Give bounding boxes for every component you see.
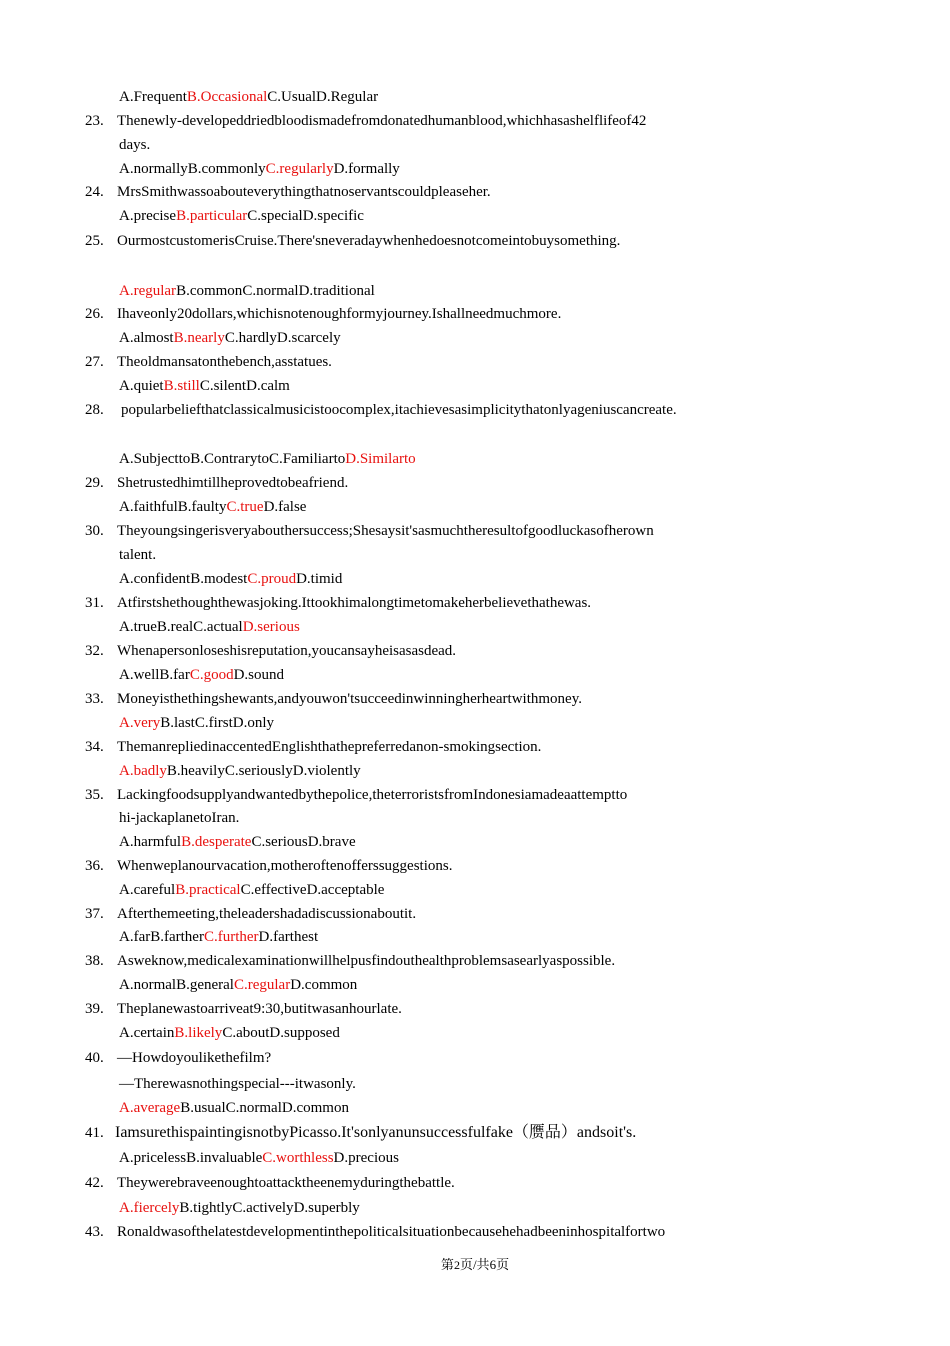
option-d: D.scarcely bbox=[276, 330, 341, 346]
option-c: C.normal bbox=[242, 283, 299, 299]
option-d: D.only bbox=[232, 715, 275, 731]
question-stem: Theplanewastoarriveat9:30,butitwasanhourlate. bbox=[117, 1001, 402, 1017]
question-number: 24. bbox=[85, 184, 104, 200]
option-a: A.quiet bbox=[119, 378, 164, 394]
option-b: B.faulty bbox=[177, 499, 227, 515]
option-d: D.formally bbox=[333, 161, 400, 177]
option-d: D.supposed bbox=[269, 1025, 340, 1041]
question-stem: —Howdoyoulikethefilm? bbox=[117, 1050, 272, 1066]
question-number: 40. bbox=[85, 1050, 104, 1066]
question-number: 23. bbox=[85, 113, 104, 129]
option-c: C.Usual bbox=[267, 89, 317, 105]
question-number: 30. bbox=[85, 523, 104, 539]
option-d: D.sound bbox=[233, 667, 285, 683]
option-b-correct: B.practical bbox=[175, 882, 241, 898]
options-group bbox=[119, 497, 306, 517]
question-stem: Ihaveonly20dollars,whichisnotenoughformyjourney.Ishallneedmuchmore. bbox=[117, 306, 562, 322]
option-d-correct: D.Similarto bbox=[345, 451, 416, 467]
option-d: D.false bbox=[263, 499, 307, 515]
options-group bbox=[119, 927, 318, 947]
option-a: A.certain bbox=[119, 1025, 175, 1041]
option-d: D.farthest bbox=[258, 929, 319, 945]
question-stem: Asweknow,medicalexaminationwillhelpusfindouthealthproblemsasearlyaspossible. bbox=[117, 953, 616, 969]
option-c: C.silent bbox=[199, 378, 247, 394]
question-stem: Whenapersonloseshisreputation,youcansayheisasasdead. bbox=[117, 643, 457, 659]
option-b-correct: B.desperate bbox=[181, 834, 252, 850]
option-c: C.Familiarto bbox=[269, 451, 346, 467]
question-stem: Whenweplanourvacation,motheroftenofferssuggestions. bbox=[117, 858, 453, 874]
question-number: 41. bbox=[85, 1125, 104, 1141]
options-group bbox=[119, 761, 361, 781]
options-group bbox=[119, 376, 290, 396]
footer-page-number: 2 bbox=[453, 1258, 460, 1272]
option-a: A.priceless bbox=[119, 1150, 187, 1166]
option-c: C.actively bbox=[232, 1200, 294, 1216]
options-group bbox=[119, 569, 342, 589]
question-stem-continuation: days. bbox=[119, 137, 151, 153]
option-a: A.true bbox=[119, 619, 157, 635]
options-group bbox=[119, 159, 400, 179]
question-stem: Theywerebraveenoughtoattacktheenemyduringthebattle. bbox=[117, 1175, 455, 1191]
footer-suffix: 页 bbox=[496, 1257, 510, 1272]
option-d: D.common bbox=[290, 977, 358, 993]
question-number: 37. bbox=[85, 906, 104, 922]
question-stem: Theyoungsingerisveryabouthersuccess;Shesaysit'sasmuchtheresultofgoodluckasofherown bbox=[117, 523, 654, 539]
question-stem: Shetrustedhimtillheprovedtobeafriend. bbox=[117, 475, 349, 491]
option-c: C.special bbox=[247, 208, 303, 224]
option-b: B.last bbox=[160, 715, 195, 731]
option-b: B.general bbox=[176, 977, 234, 993]
question-number: 33. bbox=[85, 691, 104, 707]
options-group bbox=[119, 87, 378, 107]
question-number: 28. bbox=[85, 402, 104, 418]
question-stem: Moneyisthethingshewants,andyouwon'tsucceedinwinningherheartwithmoney. bbox=[117, 691, 582, 707]
option-a: A.careful bbox=[119, 882, 176, 898]
option-c: C.about bbox=[222, 1025, 270, 1041]
option-d: D.Regular bbox=[316, 89, 379, 105]
option-a: A.faithful bbox=[119, 499, 178, 515]
question-stem: Lackingfoodsupplyandwantedbythepolice,theterroristsfromIndonesiamadeaattemptto bbox=[117, 787, 628, 803]
option-b: B.commonly bbox=[187, 161, 266, 177]
option-d: D.acceptable bbox=[306, 882, 385, 898]
question-number: 39. bbox=[85, 1001, 104, 1017]
options-group bbox=[119, 880, 384, 900]
option-a: A.normally bbox=[119, 161, 188, 177]
question-number: 42. bbox=[85, 1175, 104, 1191]
question-number: 32. bbox=[85, 643, 104, 659]
footer-total-pages: 6 bbox=[489, 1257, 497, 1272]
option-d: D.precious bbox=[333, 1150, 399, 1166]
option-a: A.normal bbox=[119, 977, 177, 993]
option-a: A.precise bbox=[119, 208, 177, 224]
option-b: B.heavily bbox=[166, 763, 225, 779]
options-group bbox=[119, 832, 356, 852]
option-c-correct: C.worthless bbox=[262, 1150, 334, 1166]
question-number: 27. bbox=[85, 354, 104, 370]
option-b-correct: B.Occasional bbox=[186, 89, 268, 105]
option-c: C.effective bbox=[240, 882, 307, 898]
option-b-correct: B.nearly bbox=[173, 330, 225, 346]
option-d: D.common bbox=[281, 1100, 349, 1116]
option-d: D.violently bbox=[292, 763, 361, 779]
option-b: B.tightly bbox=[179, 1200, 233, 1216]
options-group bbox=[119, 281, 375, 301]
question-stem-continuation: talent. bbox=[119, 547, 157, 563]
question-stem: IamsurethispaintingisnotbyPicasso.It'sonlyanunsuccessfulfake（赝品）andsoit's. bbox=[115, 1124, 637, 1141]
question-stem: Ronaldwasofthelatestdevelopmentinthepoliticalsituationbecausehehadbeeninhospitalfortwo bbox=[117, 1224, 666, 1240]
option-a-correct: A.fiercely bbox=[119, 1200, 180, 1216]
question-stem: Thenewly-developeddriedbloodismadefromdonatedhumanblood,whichhasashelflifeof42 bbox=[117, 113, 647, 129]
question-stem: OurmostcustomerisCruise.There'sneveradaywhenhedoesnotcomeintobuysomething. bbox=[117, 233, 621, 249]
option-c-correct: C.true bbox=[226, 499, 264, 515]
option-c: C.seriously bbox=[224, 763, 293, 779]
option-b: B.real bbox=[156, 619, 194, 635]
option-b-correct: B.still bbox=[163, 378, 200, 394]
options-group bbox=[119, 713, 274, 733]
option-c-correct: C.regular bbox=[233, 977, 291, 993]
option-d: D.traditional bbox=[298, 283, 375, 299]
question-number: 38. bbox=[85, 953, 104, 969]
option-c: C.actual bbox=[193, 619, 243, 635]
option-a-correct: A.average bbox=[119, 1100, 181, 1116]
question-stem: Afterthemeeting,theleadershadadiscussionaboutit. bbox=[117, 906, 417, 922]
option-b: B.far bbox=[159, 667, 190, 683]
option-d: D.timid bbox=[296, 571, 343, 587]
option-c-correct: C.proud bbox=[247, 571, 297, 587]
question-stem: Theoldmansatonthebench,asstatues. bbox=[117, 354, 332, 370]
question-number: 43. bbox=[85, 1224, 104, 1240]
option-c-correct: C.good bbox=[189, 667, 234, 683]
options-group bbox=[119, 328, 341, 348]
option-a: A.Subjectto bbox=[119, 451, 191, 467]
option-a-correct: A.badly bbox=[119, 763, 167, 779]
question-stem-continuation: —Therewasnothingspecial---itwasonly. bbox=[119, 1076, 356, 1092]
question-number: 34. bbox=[85, 739, 104, 755]
question-number: 29. bbox=[85, 475, 104, 491]
option-d-correct: D.serious bbox=[242, 619, 300, 635]
question-number: 35. bbox=[85, 787, 104, 803]
option-c: C.first bbox=[194, 715, 233, 731]
page-footer bbox=[0, 1256, 950, 1274]
question-stem: MrsSmithwassoabouteverythingthatnoservantscouldpleaseher. bbox=[117, 184, 491, 200]
option-b: B.farther bbox=[150, 929, 204, 945]
option-c-correct: C.further bbox=[203, 929, 259, 945]
option-d: D.brave bbox=[307, 834, 356, 850]
option-b: B.modest bbox=[190, 571, 248, 587]
footer-prefix: 第 bbox=[440, 1257, 454, 1272]
option-c: C.normal bbox=[225, 1100, 282, 1116]
options-group bbox=[119, 665, 284, 685]
option-b: B.usual bbox=[180, 1100, 226, 1116]
option-d: D.calm bbox=[246, 378, 290, 394]
option-a: A.almost bbox=[119, 330, 174, 346]
option-b: B.common bbox=[176, 283, 243, 299]
options-group bbox=[119, 1148, 399, 1168]
option-a: A.harmful bbox=[119, 834, 182, 850]
option-b: B.Contraryto bbox=[190, 451, 269, 467]
option-c-correct: C.regularly bbox=[265, 161, 334, 177]
question-stem: popularbeliefthatclassicalmusicistoocomplex,itachievesasimplicitythatonlyageniuscancreate. bbox=[121, 402, 677, 418]
option-d: D.specific bbox=[302, 208, 364, 224]
question-stem-continuation: hi-jackaplanetoIran. bbox=[119, 810, 240, 826]
option-a: A.confident bbox=[119, 571, 191, 587]
question-number: 36. bbox=[85, 858, 104, 874]
option-b-correct: B.particular bbox=[176, 208, 248, 224]
option-b-correct: B.likely bbox=[174, 1025, 223, 1041]
question-number: 25. bbox=[85, 233, 104, 249]
options-group bbox=[119, 449, 416, 469]
option-a-correct: A.very bbox=[119, 715, 161, 731]
option-a: A.far bbox=[119, 929, 151, 945]
option-b: B.invaluable bbox=[186, 1150, 263, 1166]
options-group bbox=[119, 1098, 349, 1118]
question-stem: ThemanrepliedinaccentedEnglishthathepreferredanon-smokingsection. bbox=[117, 739, 542, 755]
options-group bbox=[119, 975, 357, 995]
option-c: C.serious bbox=[251, 834, 308, 850]
footer-middle: 页/共 bbox=[459, 1257, 490, 1272]
option-d: D.superbly bbox=[293, 1200, 360, 1216]
option-a: A.Frequent bbox=[119, 89, 187, 105]
options-group bbox=[119, 206, 364, 226]
question-number: 26. bbox=[85, 306, 104, 322]
question-stem: Atfirstshethoughthewasjoking.Ittookhimalongtimetomakeherbelievethathewas. bbox=[117, 595, 592, 611]
options-group bbox=[119, 1198, 360, 1218]
options-group bbox=[119, 617, 300, 637]
option-a: A.well bbox=[119, 667, 160, 683]
option-c: C.hardly bbox=[224, 330, 277, 346]
question-number: 31. bbox=[85, 595, 104, 611]
options-group bbox=[119, 1023, 340, 1043]
option-a-correct: A.regular bbox=[119, 283, 177, 299]
